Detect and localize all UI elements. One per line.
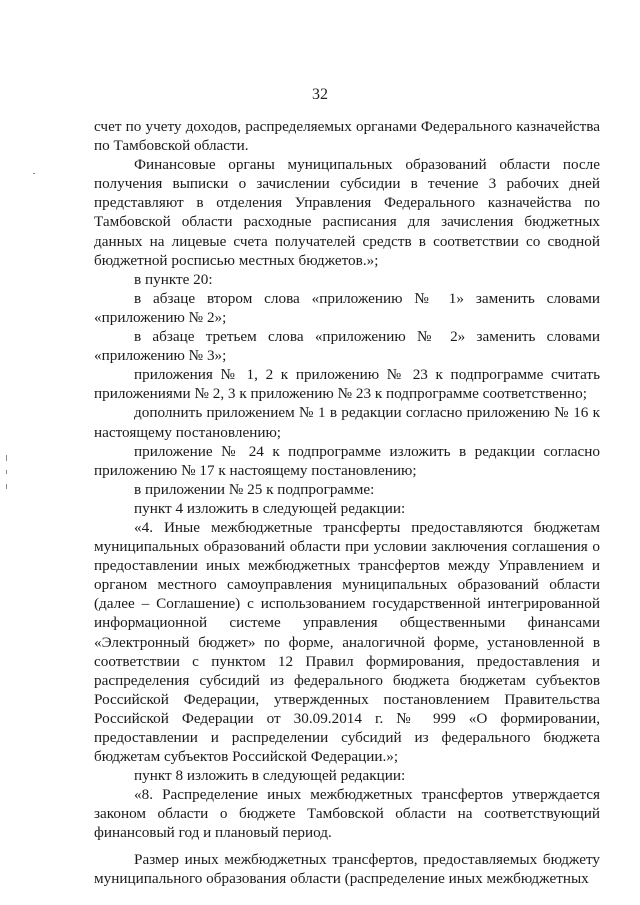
paragraph: счет по учету доходов, распределяемых органами Федерального казначейства по Тамбовской области.	[94, 118, 600, 155]
scan-speck	[6, 470, 7, 474]
paragraph: в абзаце третьем слова «приложению № 2» заменить словами «приложению № 3»;	[94, 328, 600, 365]
paragraph: дополнить приложением № 1 в редакции согласно приложению № 16 к настоящему постановлению;	[94, 404, 600, 441]
paragraph: пункт 4 изложить в следующей редакции:	[134, 499, 406, 517]
scan-speck	[6, 484, 7, 489]
paragraph: в абзаце втором слова «приложению № 1» заменить словами «приложению № 2»;	[94, 289, 600, 326]
paragraph: пункт 8 изложить в следующей редакции:	[134, 767, 406, 785]
paragraph: приложения № 1, 2 к приложению № 23 к подпрограмме считать приложениями № 2, 3 к приложению № 23 к подпрограмме соответственно;	[94, 366, 600, 403]
paragraph: «4. Иные межбюджетные трансферты предоставляются бюджетам муниципальных образований области при условии заключения соглашения о предоставлении иных межбюджетных трансфертов между Управлением и органом местного самоуправления муниципальных образований области (далее – Соглашение) с использованием государственной интегрированной информационной системе управления общественными финансами «Электронный бюджет» по форме, аналогичной форме, установленной в соответствии с пунктом 12 Правил формирования, предоставления и распределения субсидий из федерального бюджета бюджетам субъектов Российской Федерации, утвержденных постановлением Правительства Российской Федерации от 30.09.2014 г. № 999 «О формировании, предоставлении и распределении субсидий из федерального бюджета бюджетам субъектов Российской Федерации.»;	[94, 518, 600, 766]
scan-speck	[33, 173, 35, 174]
scan-speck	[6, 455, 7, 461]
paragraph: в приложении № 25 к подпрограмме:	[134, 480, 375, 498]
paragraph: Размер иных межбюджетных трансфертов, предоставляемых бюджету муниципального образования области (распределение иных межбюджетных	[94, 850, 600, 887]
page-number: 32	[312, 86, 328, 103]
paragraph: приложение № 24 к подпрограмме изложить в редакции согласно приложению № 17 к настоящему постановлению;	[94, 442, 600, 479]
paragraph: «8. Распределение иных межбюджетных трансфертов утверждается законом области о бюджете Тамбовской области на соответствующий финансовый год и плановый период.	[94, 786, 600, 842]
document-body	[94, 117, 600, 888]
paragraph: в пункте 20:	[134, 270, 213, 288]
paragraph: Финансовые органы муниципальных образований области после получения выписки о зачислении субсидии в течение 3 рабочих дней представляют в отделения Управления Федерального казначейства по Тамбовской области расходные расписания для зачисления бюджетных данных на лицевые счета получателей средств в соответствии со сводной бюджетной росписью местных бюджетов.»;	[94, 156, 600, 269]
